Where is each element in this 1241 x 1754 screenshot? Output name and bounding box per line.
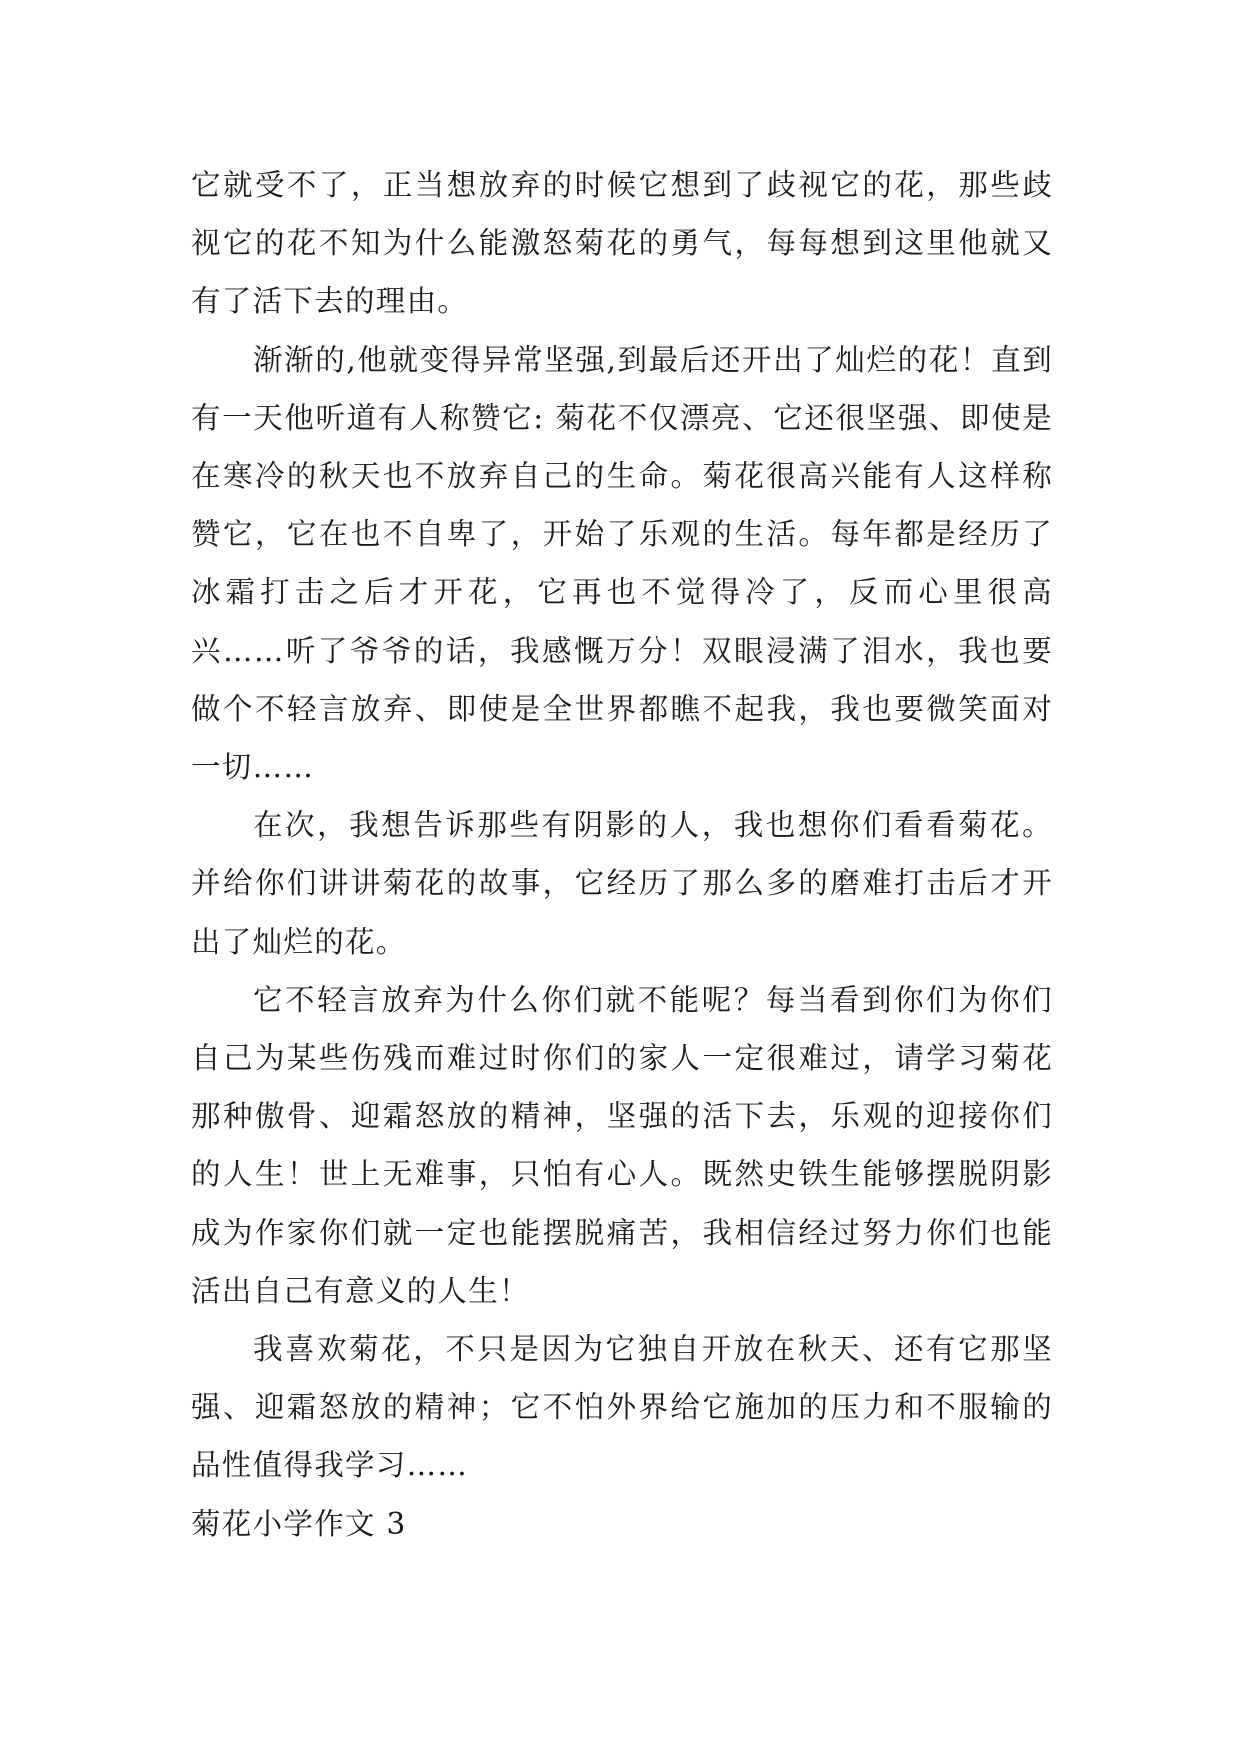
paragraph-3: 在次，我想告诉那些有阴影的人，我也想你们看看菊花。并给你们讲讲菊花的故事，它经历了那么多的磨难打击后才开出了灿烂的花。 xyxy=(191,808,1053,959)
paragraph-1: 它就受不了，正当想放弃的时候它想到了歧视它的花，那些歧视它的花不知为什么能激怒菊花的勇气，每每想到这里他就又有了活下去的理由。 xyxy=(191,168,1053,319)
paragraph-2: 渐渐的,他就变得异常坚强,到最后还开出了灿烂的花！直到有一天他听道有人称赞它: 菊花不仅漂亮、它还很坚强、即使是在寒冷的秋天也不放弃自己的生命。菊花很高兴能有人这样称赞它，它在也不自卑了，开始了乐观的生活。每年都是经历了冰霜打击之后才开花，它再也不觉得冷了，反而心里很高兴……听了爷爷的话，我感慨万分！双眼浸满了泪水，我也要做个不轻言放弃、即使是全世界都瞧不起我，我也要微笑面对一切…… xyxy=(191,342,1053,785)
section-title: 菊花小学作文 3 xyxy=(191,1506,407,1541)
paragraph-5: 我喜欢菊花，不只是因为它独自开放在秋天、还有它那坚强、迎霜怒放的精神；它不怕外界给它施加的压力和不服输的品性值得我学习…… xyxy=(191,1332,1053,1483)
document-body xyxy=(191,156,1053,1553)
paragraph-4: 它不轻言放弃为什么你们就不能呢？每当看到你们为你们自己为某些伤残而难过时你们的家人一定很难过，请学习菊花那种傲骨、迎霜怒放的精神，坚强的活下去，乐观的迎接你们的人生！世上无难事，只怕有心人。既然史铁生能够摆脱阴影成为作家你们就一定也能摆脱痛苦，我相信经过努力你们也能活出自己有意义的人生！ xyxy=(191,982,1053,1308)
